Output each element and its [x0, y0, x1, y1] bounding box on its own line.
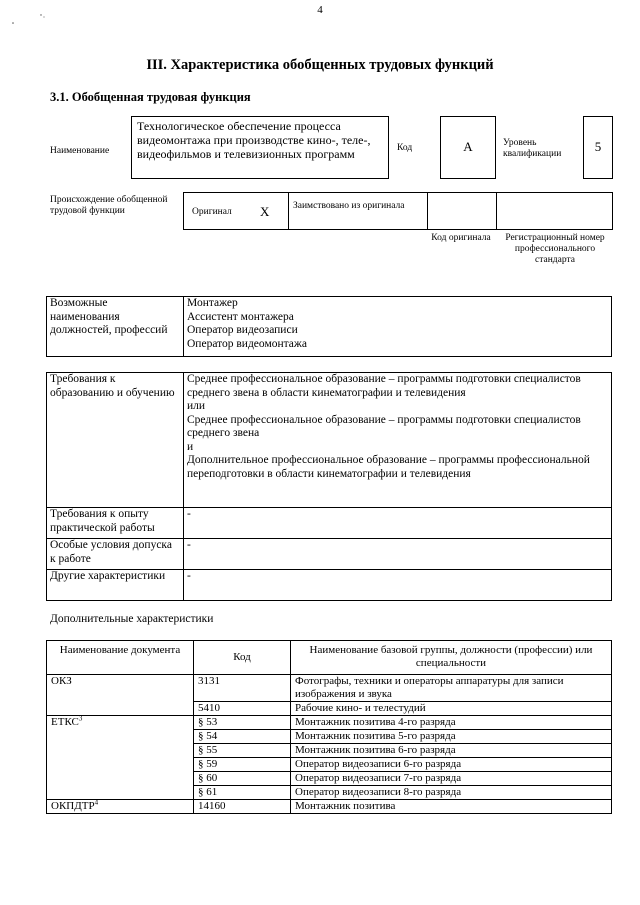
borrowed-label: Заимствовано из оригинала	[293, 201, 405, 211]
name-cell: Оператор видеозаписи 8-го разряда	[291, 786, 612, 800]
footnote-mark: 4	[94, 798, 99, 807]
code-cell: § 61	[194, 786, 291, 800]
name-cell: Монтажник позитива	[291, 800, 612, 814]
education-line: Дополнительное профессиональное образование – программы профессиональной переподготовки в области кинематографии и телевидения	[187, 454, 590, 480]
doc-cell	[47, 675, 194, 716]
position-item: Оператор видеозаписи	[187, 324, 298, 336]
doc-name: ОКЗ	[51, 675, 72, 687]
other-label: Другие характеристики	[47, 570, 184, 601]
education-label: Требования к образованию и обучению	[47, 373, 184, 508]
code-cell: 14160	[194, 800, 291, 814]
other-value: -	[184, 570, 612, 601]
education-values	[184, 373, 612, 508]
doc-name: ЕТКС	[51, 716, 79, 728]
positions-values	[184, 297, 612, 357]
page-number: 4	[317, 4, 323, 16]
footnote-mark: 3	[78, 714, 83, 723]
education-line: и	[187, 440, 194, 453]
doc-name: ОКПДТР	[51, 800, 95, 812]
position-item: Оператор видеомонтажа	[187, 337, 307, 350]
origin-divider	[288, 193, 289, 229]
education-line: Среднее профессиональное образование – программы подготовки специалистов среднего звена в области кинематографии и телевидения	[187, 373, 581, 399]
code-cell: 5410	[194, 702, 291, 716]
level-value: 5	[583, 116, 613, 179]
position-item: Ассистент монтажера	[187, 310, 294, 323]
name-cell: Монтажник позитива 5-го разряда	[291, 730, 612, 744]
code-cell: § 55	[194, 744, 291, 758]
name-cell: Монтажник позитива 4-го разряда	[291, 716, 612, 730]
code-cell: 3131	[194, 675, 291, 702]
original-mark: X	[260, 204, 270, 219]
doc-cell	[47, 716, 194, 800]
conditions-value: -	[184, 539, 612, 570]
subsection-title: 3.1. Обобщенная трудовая функция	[50, 90, 251, 104]
education-line: Среднее профессиональное образование – программы подготовки специалистов среднего звена	[187, 413, 581, 439]
experience-label: Требования к опыту практической работы	[47, 508, 184, 539]
education-line: или	[187, 400, 206, 412]
code-cell: § 54	[194, 730, 291, 744]
name-value: Технологическое обеспечение процесса видеомонтажа при производстве кино-, теле-, видеофильмов и телевизионных программ	[131, 116, 389, 179]
additional-table	[46, 640, 612, 814]
name-cell: Монтажник позитива 6-го разряда	[291, 744, 612, 758]
code-label: Код	[397, 143, 413, 153]
code-cell: § 60	[194, 772, 291, 786]
origin-label: Происхождение обобщенной трудовой функции	[50, 195, 168, 216]
name-cell: Рабочие кино- и телестудий	[291, 702, 612, 716]
original-label: Оригинал	[192, 207, 232, 217]
origin-divider	[427, 193, 428, 229]
position-item: Монтажер	[187, 297, 238, 309]
code-cell: § 53	[194, 716, 291, 730]
positions-label: Возможные наименования должностей, профессий	[47, 297, 184, 357]
code-value: А	[440, 116, 496, 179]
header-name: Наименование базовой группы, должности (профессии) или специальности	[291, 641, 612, 675]
header-code: Код	[194, 641, 291, 675]
code-cell: § 59	[194, 758, 291, 772]
experience-value: -	[184, 508, 612, 539]
origin-box	[183, 192, 613, 230]
requirements-table	[46, 372, 612, 601]
section-title: III. Характеристика обобщенных трудовых функций	[146, 57, 494, 73]
name-label: Наименование	[50, 146, 110, 156]
reg-number-caption: Регистрационный номер профессионального стандарта	[505, 233, 605, 265]
positions-table	[46, 296, 612, 357]
origin-divider	[496, 193, 497, 229]
name-cell: Оператор видеозаписи 7-го разряда	[291, 772, 612, 786]
name-cell: Фотографы, техники и операторы аппаратуры для записи изображения и звука	[291, 675, 612, 702]
doc-cell	[47, 800, 194, 814]
conditions-label: Особые условия допуска к работе	[47, 539, 184, 570]
code-original-caption: Код оригинала	[431, 233, 491, 243]
name-cell: Оператор видеозаписи 6-го разряда	[291, 758, 612, 772]
level-label: Уровень квалификации	[503, 138, 562, 159]
header-doc: Наименование документа	[47, 641, 194, 675]
additional-title: Дополнительные характеристики	[50, 613, 214, 625]
